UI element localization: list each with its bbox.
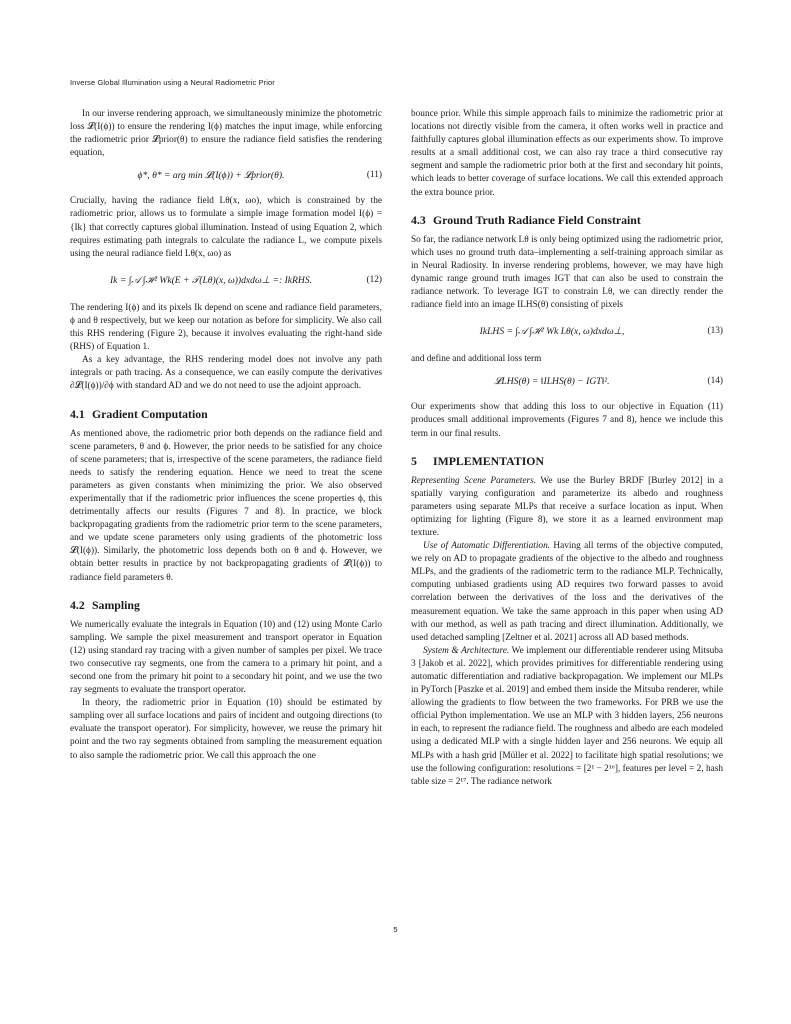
section-number: 4.1 (70, 406, 85, 421)
equation-12 (70, 266, 382, 298)
equation-14 (411, 371, 723, 397)
equation-number: (11) (366, 170, 382, 181)
section-title: IMPLEMENTATION (433, 453, 544, 468)
paragraph: In our inverse rendering approach, we simultaneously minimize the photometric loss 𝓛(I(ϕ)) to ensure the rendering I(ϕ) matches the input image, while enforcing the radiometric prior 𝓛prior(θ) to ensure the radiance field satisfies the rendering equation, (70, 109, 382, 159)
paragraph: As mentioned above, the radiometric prior both depends on the radiance field and scene parameters, θ and ϕ. However, the prior needs to be satisfied for any choice of scene parameters; that is, irrespective of the scene parameters, the radiance field needs to satisfy the rendering equation. Hence we need to treat the scene parameters as given constants when minimizing the prior. We also observed experimentally that if the radiometric prior influences the scene properties ϕ, this detrimentally affects our results (Figures 7 and 8). In practice, we block backpropagating gradients from the radiometric prior term to the scene parameters, and we update scene parameters only using gradients of the photometric loss 𝓛(I(ϕ)). Similarly, the photometric loss depends both on θ and ϕ. However, we obtain better results in practice by not backpropagating gradients of 𝓛(I(ϕ)) to radiance field parameters θ. (70, 428, 382, 583)
left-column (70, 108, 382, 763)
equation-body: ϕ*, θ* = arg min 𝓛(I(ϕ)) + 𝓛prior(θ). (137, 170, 285, 182)
paragraph: and define and additional loss term (411, 354, 542, 365)
running-title: Inverse Global Illumination using a Neural Radiometric Prior (70, 78, 275, 87)
page-number: 5 (393, 925, 398, 934)
section-heading (411, 213, 723, 227)
section-title: Ground Truth Radiance Field Constraint (433, 212, 641, 227)
equation-number: (12) (366, 274, 382, 285)
paragraph: As a key advantage, the RHS rendering model does not involve any path integrals or path tracing. As a consequence, we can easily compute the derivatives ∂𝓛(I(ϕ))/∂ϕ with standard AD and we do not need to use the adjoint approach. (70, 355, 382, 392)
section-number: 4.3 (411, 212, 426, 227)
paragraph (411, 645, 723, 789)
equation-number: (14) (707, 376, 723, 387)
paragraph: Crucially, having the radiance field Lθ(x, ωo), which is constrained by the radiometric prior, allows us to formulate a simple image formation model I(ϕ) = {Ik} that correctly captures global illumination. Instead of using Equation 2, which requires estimating path integrals to calculate the radiance L, we compute pixels using the neural radiance field Lθ(x, ωo) as (70, 196, 382, 259)
paragraph (411, 475, 723, 540)
paragraph-text: We use the Burley BRDF [Burley 2012] in a spatially varying configuration and parameterize its albedo and roughness parameters using separate MLPs that receive a surface location as input. When optimizing for lighting (Figure 8), we store it as a learned environment map texture. (411, 475, 723, 538)
section-number: 5 (411, 453, 417, 468)
run-in-heading: Use of Automatic Differentiation. (423, 541, 551, 552)
paragraph (411, 540, 723, 645)
paragraph: So far, the radiance network Lθ is only being optimized using the radiometric prior, which uses no ground truth data–implementing a self-training approach similar as in Neural Radiosity. In inverse rendering problems, however, we may have high dynamic range ground truth images IGT that can also be used to constrain the radiance network. To leverage IGT to constrain Lθ, we can directly render the radiance field into an image ILHS(θ) consisting of pixels (411, 234, 723, 311)
section-title: Sampling (92, 597, 140, 612)
right-column (411, 108, 723, 789)
paragraph: Our experiments show that adding this loss to our objective in Equation (11) produces small additional improvements (Figures 7 and 8), hence we include this term in our final results. (411, 402, 723, 439)
run-in-heading: Representing Scene Parameters. (411, 475, 537, 486)
section-title: Gradient Computation (92, 406, 208, 421)
section-heading (70, 407, 382, 421)
equation-body: IkLHS = ∫𝒜 ∫ℋ² Wk Lθ(x, ω)dxdω⊥, (479, 326, 625, 338)
equation-number: (13) (707, 326, 723, 337)
section-number: 4.2 (70, 597, 85, 612)
run-in-heading: System & Architecture. (423, 645, 510, 656)
section-heading (411, 454, 723, 468)
paragraph: bounce prior. While this simple approach fails to minimize the radiometric prior at locations not directly visible from the camera, it often works well in practice and faithfully captures global illumination effects as our experiments show. To improve results at a small additional cost, we can also ray trace a third consecutive ray segment and sample the radiometric prior both at the first and secondary hit points, which leads to better coverage of surface locations. We call this extended approach the extra bounce prior. (411, 109, 723, 198)
equation-body: 𝓛LHS(θ) = ‖ILHS(θ) − IGT‖². (494, 376, 610, 388)
paragraph-text: Having all terms of the objective computed, we rely on AD to propagate gradients of the objective to the albedo and roughness MLPs, and the gradients of the radiometric term to the radiance MLP. Technically, computing unbiased gradients using AD requires two forward passes to avoid correlation between the derivatives of the loss and the derivatives of the measurement equation. We take the same approach in this paper when using AD with our method, as well as path tracing and direct illumination. Additionally, we used detached sampling [Zeltner et al. 2021] across all AD based methods. (411, 541, 724, 643)
equation-13 (411, 317, 723, 349)
equation-11 (70, 165, 382, 191)
equation-body: Ik = ∫𝒜 ∫ℋ² Wk(E + 𝒯(Lθ)(x, ω))dxdω⊥ =: IkRHS. (109, 274, 313, 286)
paragraph-text: We implement our differentiable renderer using Mitsuba 3 [Jakob et al. 2022], which provides primitives for differentiable rendering using automatic differentiation and radiative backpropagation. We implement our MLPs in PyTorch [Paszke et al. 2019] and embed them inside the Mitsuba renderer, while allowing the gradients to flow between the two frameworks. For PRB we use the official Python implementation. We use an MLP with 3 hidden layers, 256 neurons in each, to represent the radiance field. The roughness and albedo are each modeled using a dedicated MLP with a single hidden layer and 256 neurons. We equip all MLPs with a hash grid [Müller et al. 2022] to facilitate high spatial resolutions; we use the following configuration: resolutions = [2¹ − 2¹⁶], features per level = 2, hash table size = 2¹⁷. The radiance network (411, 645, 723, 787)
section-heading (70, 598, 382, 612)
paragraph: In theory, the radiometric prior in Equation (10) should be estimated by sampling over all surface locations and pairs of incident and outgoing directions (to evaluate the transport operator). For simplicity, however, we reuse the primary hit point and the two ray segments obtained from sampling the measurement equation to also sample the radiometric prior. We call this approach the one (70, 698, 382, 761)
paragraph: We numerically evaluate the integrals in Equation (10) and (12) using Monte Carlo sampling. We sample the pixel measurement and transport operator in Equation (12) using standard ray tracing with a given number of samples per pixel. We trace two consecutive ray segments, one from the camera to a primary hit point, and a second one from the primary hit point to a secondary hit point, and we use the two ray segments to evaluate the transport operator. (70, 619, 382, 696)
paragraph: The rendering I(ϕ) and its pixels Ik depend on scene and radiance field parameters, ϕ and θ respectively, but we keep our notation as before for simplicity. We also call this RHS rendering (Figure 2), because it involves evaluating the right-hand side (RHS) of Equation 1. (70, 302, 382, 353)
